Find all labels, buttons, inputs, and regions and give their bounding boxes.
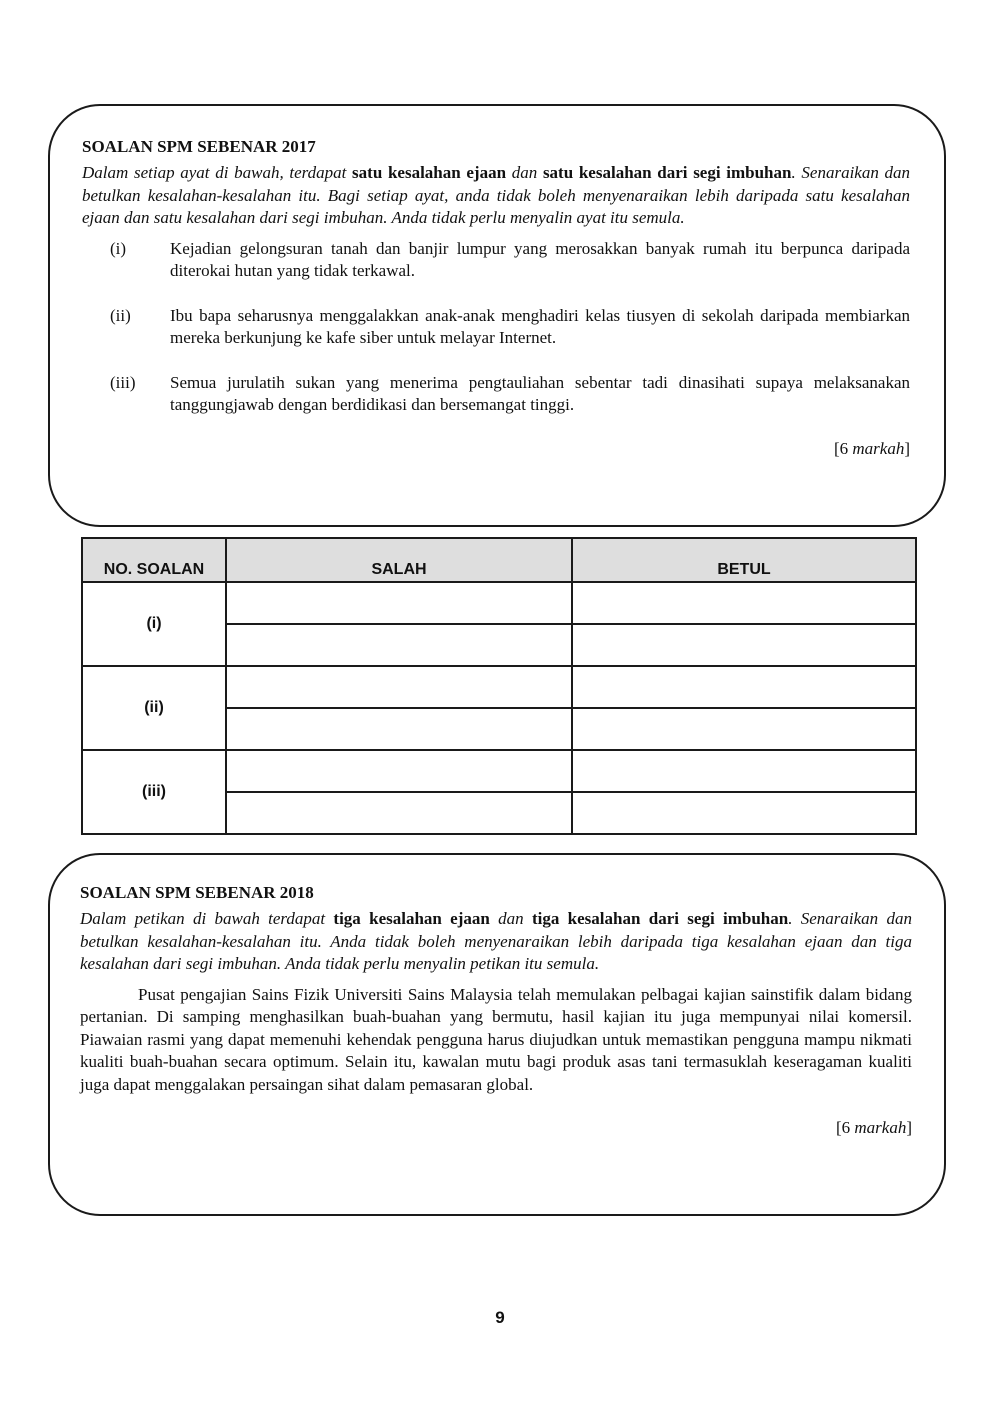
table-row bbox=[82, 666, 916, 708]
table-header-row bbox=[82, 538, 916, 582]
answer-cell-salah[interactable] bbox=[226, 582, 572, 624]
answer-cell-salah[interactable] bbox=[226, 624, 572, 666]
table-row bbox=[82, 750, 916, 792]
question-text: Ibu bapa seharusnya menggalakkan anak-anak menghadiri kelas tiusyen di sekolah daripada membiarkan mereka berkunjung ke kafe siber untuk melayar Internet. bbox=[170, 305, 910, 347]
header-no-soalan: NO. SOALAN bbox=[82, 538, 226, 582]
page-number: 9 bbox=[495, 1308, 505, 1327]
answer-cell-betul[interactable] bbox=[572, 750, 916, 792]
header-betul: BETUL bbox=[572, 538, 916, 582]
marks-label: [6 markah] bbox=[835, 1118, 912, 1137]
question-number: (iii) bbox=[110, 372, 136, 392]
answer-cell-salah[interactable] bbox=[226, 792, 572, 834]
answer-cell-salah[interactable] bbox=[226, 708, 572, 750]
section-heading-2018: SOALAN SPM SEBENAR 2018 bbox=[80, 883, 314, 902]
question-number: (ii) bbox=[110, 305, 131, 325]
answer-table bbox=[81, 537, 917, 835]
answer-cell-betul[interactable] bbox=[572, 708, 916, 750]
header-salah: SALAH bbox=[226, 538, 572, 582]
table-row bbox=[82, 582, 916, 624]
question-box-2017 bbox=[48, 104, 946, 527]
row-label: (i) bbox=[82, 582, 226, 666]
passage-text: Pusat pengajian Sains Fizik Universiti Sains Malaysia telah memulakan pelbagai kajian sainstifik dalam bidang pertanian. Di samping menghasilkan buah-buahan yang bermutu, hasil kajian itu juga mempunyai nilai komersil. Piawaian rasmi yang dapat memenuhi kehendak pengguna harus diujudkan untuk memastikan pengguna mampu nikmati kualiti buah-buahan secara optimum. Selain itu, kawalan mutu bagi produk asas tani termasuklah keseragaman kualiti juga dapat menggalakan persaingan sihat dalam pemasaran global. bbox=[80, 984, 912, 1094]
answer-cell-betul[interactable] bbox=[572, 666, 916, 708]
row-label: (iii) bbox=[82, 750, 226, 834]
question-item bbox=[82, 238, 910, 283]
question-text: Kejadian gelongsuran tanah dan banjir lumpur yang merosakkan banyak rumah itu berpunca daripada diterokai hutan yang tidak terkawal. bbox=[170, 238, 910, 280]
question-item bbox=[82, 372, 910, 417]
question-text: Semua jurulatih sukan yang menerima pengtauliahan sebentar tadi dinasihati supaya melaksanakan tanggungjawab dengan berdidikasi dan bersemangat tinggi. bbox=[170, 372, 910, 414]
row-label: (ii) bbox=[82, 666, 226, 750]
question-box-2018 bbox=[48, 853, 946, 1216]
answer-cell-betul[interactable] bbox=[572, 582, 916, 624]
answer-cell-betul[interactable] bbox=[572, 792, 916, 834]
question-number: (i) bbox=[110, 238, 127, 258]
marks-label: [6 markah] bbox=[833, 438, 910, 458]
section-heading-2017: SOALAN SPM SEBENAR 2017 bbox=[82, 137, 316, 156]
question-item bbox=[82, 305, 910, 350]
instruction-2017: Dalam setiap ayat di bawah, terdapat satu kesalahan ejaan dan satu kesalahan dari segi imbuhan. Senaraikan dan betulkan kesalahan-kesalahan itu. Bagi setiap ayat, anda tidak boleh menyenaraikan lebih daripada satu kesalahan ejaan dan satu kesalahan dari segi imbuhan. Anda tidak perlu menyalin ayat itu semula. bbox=[82, 163, 911, 227]
answer-cell-salah[interactable] bbox=[226, 666, 572, 708]
instruction-2018: Dalam petikan di bawah terdapat tiga kesalahan ejaan dan tiga kesalahan dari segi imbuhan. Senaraikan dan betulkan kesalahan-kesalahan itu. Anda tidak boleh menyenaraikan lebih daripada tiga kesalahan ejaan dan tiga kesalahan dari segi imbuhan. Anda tidak perlu menyalin petikan itu semula. bbox=[80, 909, 912, 973]
answer-cell-salah[interactable] bbox=[226, 750, 572, 792]
answer-cell-betul[interactable] bbox=[572, 624, 916, 666]
